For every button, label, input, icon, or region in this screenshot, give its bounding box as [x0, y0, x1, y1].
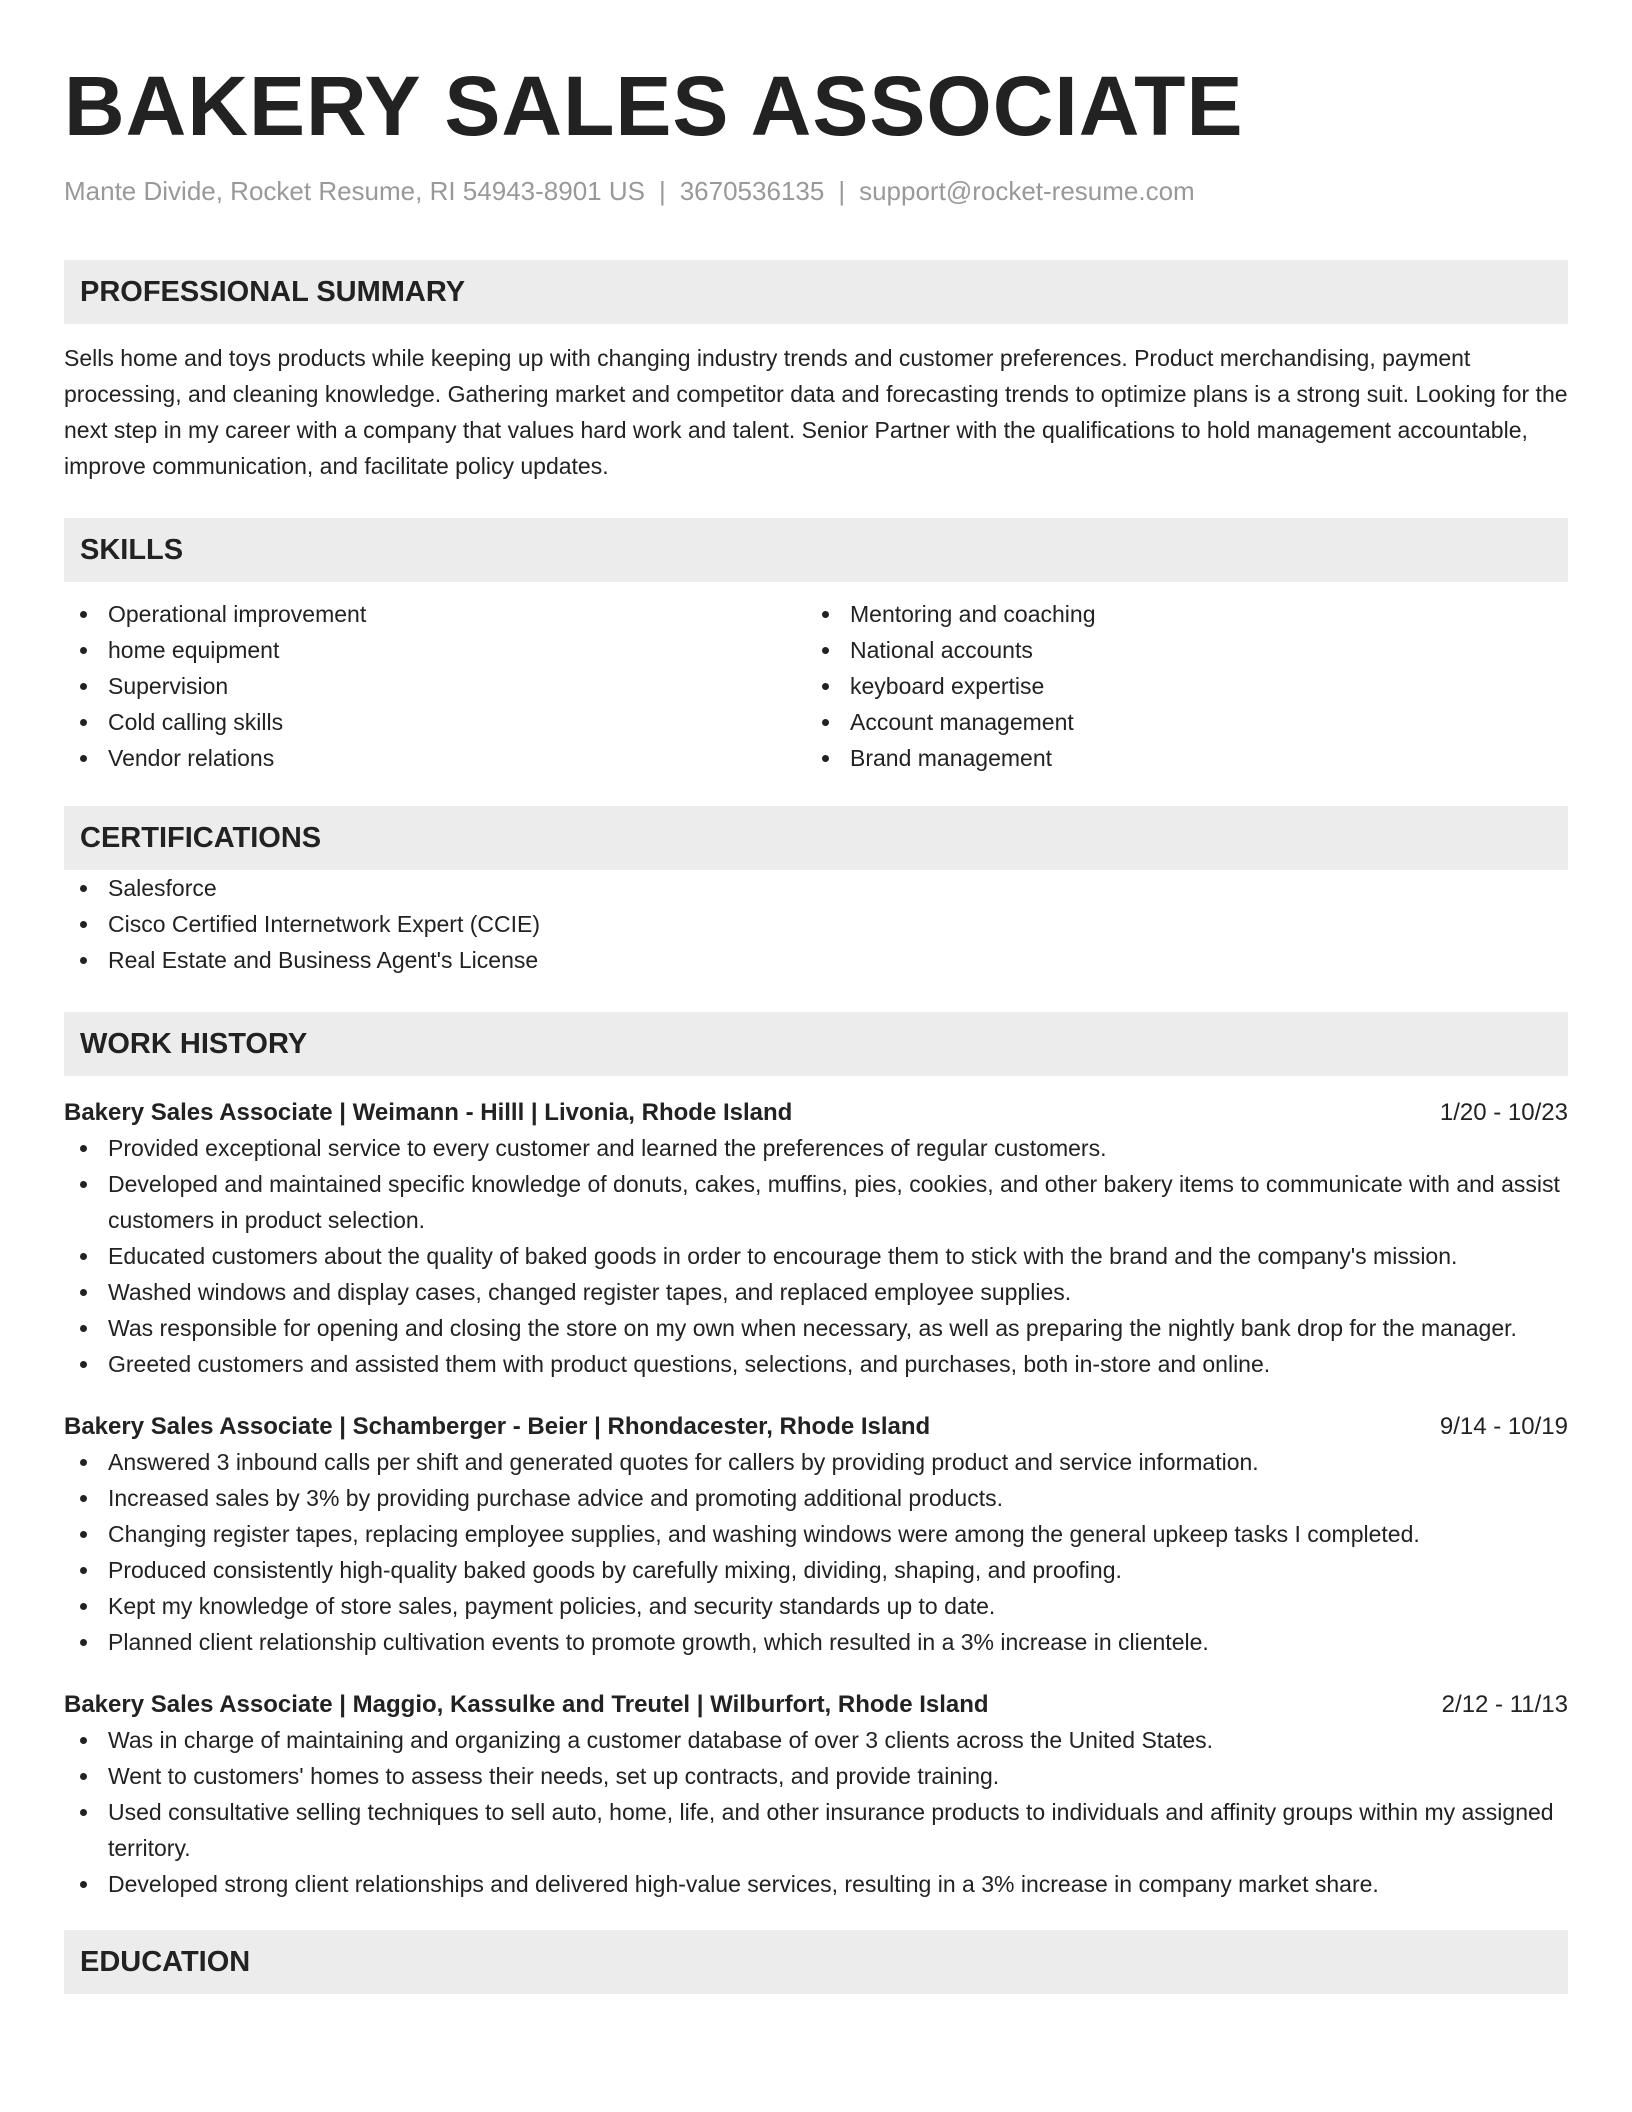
job-bullet	[64, 1130, 1568, 1166]
job-bullets	[64, 1722, 1568, 1902]
job-title: Bakery Sales Associate | Maggio, Kassulke and Treutel | Wilburfort, Rhode Island	[64, 1691, 989, 1718]
skill-item	[806, 668, 1548, 704]
job-bullet	[64, 1166, 1568, 1238]
bullet-icon	[80, 1737, 87, 1744]
job-entry	[64, 1096, 1568, 1382]
bullet-icon	[822, 719, 829, 726]
job-bullet	[64, 1722, 1568, 1758]
bullet-icon	[822, 683, 829, 690]
skill-item	[64, 596, 806, 632]
contact-address: Mante Divide, Rocket Resume, RI 54943-8901 US	[64, 176, 645, 206]
job-dates: 2/12 - 11/13	[1441, 1691, 1568, 1718]
certification-label: Cisco Certified Internetwork Expert (CCIE)	[108, 911, 541, 937]
bullet-icon	[822, 647, 829, 654]
job-entry	[64, 1410, 1568, 1660]
job-bullet-text: Provided exceptional service to every customer and learned the preferences of regular customers.	[108, 1135, 1107, 1161]
bullet-icon	[80, 1567, 87, 1574]
job-bullet-text: Greeted customers and assisted them with product questions, selections, and purchases, both in-store and online.	[108, 1351, 1271, 1377]
job-bullet	[64, 1516, 1568, 1552]
bullet-icon	[80, 1773, 87, 1780]
job-bullet	[64, 1866, 1568, 1902]
job-entry	[64, 1688, 1568, 1902]
skill-item	[806, 632, 1548, 668]
job-bullet	[64, 1346, 1568, 1382]
skill-label: Account management	[850, 709, 1074, 735]
bullet-icon	[80, 611, 87, 618]
job-bullet-text: Kept my knowledge of store sales, payment policies, and security standards up to date.	[108, 1593, 996, 1619]
job-title: Bakery Sales Associate | Weimann - Hilll | Livonia, Rhode Island	[64, 1099, 793, 1126]
bullet-icon	[80, 1809, 87, 1816]
bullet-icon	[80, 1495, 87, 1502]
bullet-icon	[80, 1145, 87, 1152]
skill-label: keyboard expertise	[850, 673, 1045, 699]
job-bullet-text: Planned client relationship cultivation events to promote growth, which resulted in a 3% increase in clientele.	[108, 1629, 1209, 1655]
job-bullet-text: Washed windows and display cases, changed register tapes, and replaced employee supplies.	[108, 1279, 1072, 1305]
certification-label: Salesforce	[108, 875, 217, 901]
resume-title: BAKERY SALES ASSOCIATE	[64, 59, 1244, 153]
contact-separator: |	[838, 176, 846, 206]
job-bullet-text: Went to customers' homes to assess their needs, set up contracts, and provide training.	[108, 1763, 1000, 1789]
skill-label: home equipment	[108, 637, 280, 663]
certification-item	[64, 870, 1568, 906]
section-heading-education: EDUCATION	[64, 1930, 1568, 1994]
section-heading-work-history: WORK HISTORY	[64, 1012, 1568, 1076]
skills-list-left	[64, 596, 806, 776]
skill-item	[806, 596, 1548, 632]
bullet-icon	[80, 921, 87, 928]
skill-label: Operational improvement	[108, 601, 367, 627]
skill-label: Mentoring and coaching	[850, 601, 1096, 627]
section-heading-summary: PROFESSIONAL SUMMARY	[64, 260, 1568, 324]
skill-label: Cold calling skills	[108, 709, 284, 735]
bullet-icon	[80, 1325, 87, 1332]
bullet-icon	[822, 611, 829, 618]
job-dates: 1/20 - 10/23	[1439, 1099, 1568, 1126]
job-bullet-text: Increased sales by 3% by providing purchase advice and promoting additional products.	[108, 1485, 1003, 1511]
job-bullet	[64, 1444, 1568, 1480]
job-bullet	[64, 1238, 1568, 1274]
job-bullet-text: Educated customers about the quality of baked goods in order to encourage them to stick with the brand and the company's mission.	[108, 1243, 1458, 1269]
bullet-icon	[822, 755, 829, 762]
job-bullet-text: Changing register tapes, replacing employee supplies, and washing windows were among the general upkeep tasks I completed.	[108, 1521, 1420, 1547]
bullet-icon	[80, 719, 87, 726]
contact-line	[64, 174, 1568, 208]
bullet-icon	[80, 1289, 87, 1296]
skill-item	[64, 740, 806, 776]
skill-item	[806, 740, 1548, 776]
job-bullet	[64, 1794, 1568, 1866]
contact-email: support@rocket-resume.com	[859, 176, 1195, 206]
job-bullet	[64, 1310, 1568, 1346]
job-bullet-text: Developed strong client relationships and delivered high-value services, resulting in a 3% increase in company market share.	[108, 1871, 1379, 1897]
job-bullet	[64, 1274, 1568, 1310]
skills-grid	[64, 596, 1568, 776]
resume-page	[64, 0, 1568, 1994]
job-bullet	[64, 1588, 1568, 1624]
skills-column-left	[64, 596, 806, 776]
job-dates: 9/14 - 10/19	[1439, 1413, 1568, 1440]
section-heading-skills: SKILLS	[64, 518, 1568, 582]
job-bullet-text: Used consultative selling techniques to sell auto, home, life, and other insurance products to individuals and affinity groups within my assigned territory.	[108, 1799, 1554, 1861]
bullet-icon	[80, 1181, 87, 1188]
certification-item	[64, 942, 1568, 978]
job-bullets	[64, 1444, 1568, 1660]
job-bullet	[64, 1758, 1568, 1794]
skills-column-right	[806, 596, 1548, 776]
bullet-icon	[80, 1459, 87, 1466]
bullet-icon	[80, 885, 87, 892]
job-bullet	[64, 1552, 1568, 1588]
section-heading-certifications: CERTIFICATIONS	[64, 806, 1568, 870]
bullet-icon	[80, 1881, 87, 1888]
job-header	[64, 1096, 1568, 1130]
bullet-icon	[80, 755, 87, 762]
job-bullet-text: Was responsible for opening and closing the store on my own when necessary, as well as preparing the nightly bank drop for the manager.	[108, 1315, 1517, 1341]
bullet-icon	[80, 957, 87, 964]
certification-label: Real Estate and Business Agent's License	[108, 947, 539, 973]
skill-item	[64, 668, 806, 704]
job-bullet	[64, 1624, 1568, 1660]
contact-phone: 3670536135	[679, 176, 825, 206]
summary-text: Sells home and toys products while keeping up with changing industry trends and customer preferences. Product merchandising, payment processing, and cleaning knowledge. Gathering market and competitor data and forecasting trends to optimize plans is a strong suit. Looking for the next step in my career with a company that values hard work and talent. Senior Partner with the qualifications to hold management accountable, improve communication, and facilitate policy updates.	[64, 345, 1568, 479]
job-bullet-text: Developed and maintained specific knowledge of donuts, cakes, muffins, pies, cookies, and other bakery items to communicate with and assist customers in product selection.	[108, 1171, 1560, 1233]
skill-label: Supervision	[108, 673, 229, 699]
job-bullet-text: Answered 3 inbound calls per shift and generated quotes for callers by providing product and service information.	[108, 1449, 1259, 1475]
bullet-icon	[80, 1253, 87, 1260]
job-bullet-text: Was in charge of maintaining and organizing a customer database of over 3 clients across the United States.	[108, 1727, 1214, 1753]
contact-separator: |	[658, 176, 666, 206]
skill-item	[64, 632, 806, 668]
skill-label: Vendor relations	[108, 745, 275, 771]
skill-item	[806, 704, 1548, 740]
certification-item	[64, 906, 1568, 942]
job-title: Bakery Sales Associate | Schamberger - Beier | Rhondacester, Rhode Island	[64, 1413, 931, 1440]
skill-label: Brand management	[850, 745, 1053, 771]
skill-item	[64, 704, 806, 740]
job-bullets	[64, 1130, 1568, 1382]
bullet-icon	[80, 1531, 87, 1538]
bullet-icon	[80, 1361, 87, 1368]
job-header	[64, 1688, 1568, 1722]
job-bullet	[64, 1480, 1568, 1516]
skill-label: National accounts	[850, 637, 1033, 663]
job-bullet-text: Produced consistently high-quality baked goods by carefully mixing, dividing, shaping, and proofing.	[108, 1557, 1122, 1583]
bullet-icon	[80, 647, 87, 654]
job-header	[64, 1410, 1568, 1444]
bullet-icon	[80, 1603, 87, 1610]
certifications-list	[64, 870, 1568, 978]
bullet-icon	[80, 683, 87, 690]
bullet-icon	[80, 1639, 87, 1646]
skills-list-right	[806, 596, 1548, 776]
